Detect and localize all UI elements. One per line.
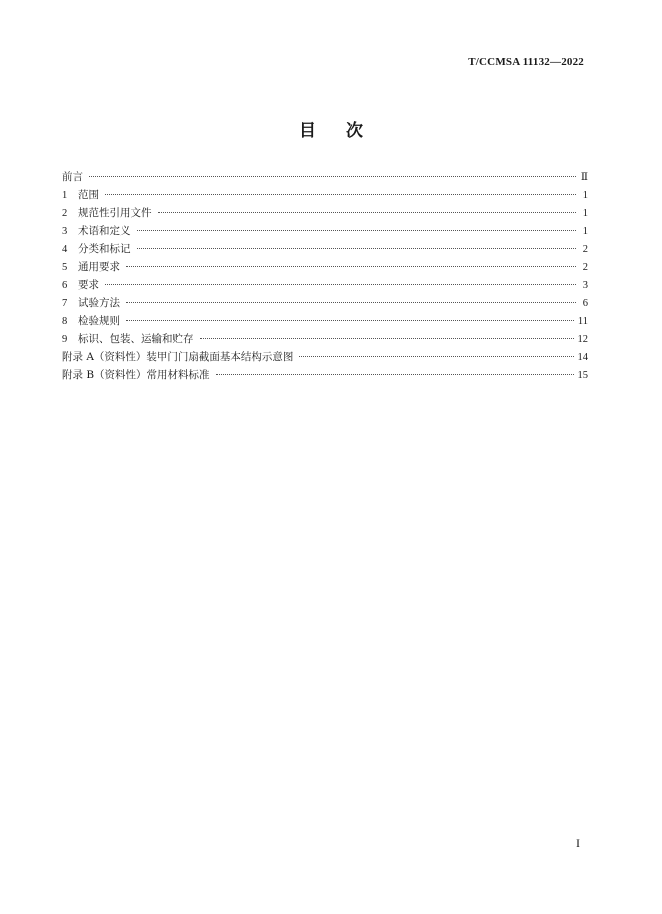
toc-label: 分类和标记 bbox=[78, 243, 131, 255]
table-of-contents bbox=[62, 168, 588, 384]
toc-label: 要求 bbox=[78, 279, 99, 291]
toc-leader bbox=[200, 338, 574, 339]
toc-label: 范围 bbox=[78, 189, 99, 201]
toc-page-number: 2 bbox=[582, 244, 588, 255]
toc-item-6[interactable] bbox=[62, 276, 588, 294]
toc-label: 前言 bbox=[62, 171, 83, 183]
toc-section-number: 2 bbox=[62, 208, 68, 219]
toc-leader bbox=[126, 320, 574, 321]
toc-section-number: 4 bbox=[62, 244, 68, 255]
toc-item-9[interactable] bbox=[62, 330, 588, 348]
toc-item-1[interactable] bbox=[62, 186, 588, 204]
toc-leader bbox=[137, 230, 577, 231]
toc-item-8[interactable] bbox=[62, 312, 588, 330]
toc-item-appendix-b[interactable] bbox=[62, 366, 588, 384]
toc-page-number: 11 bbox=[577, 316, 588, 327]
document-code: T/CCMSA 11132—2022 bbox=[468, 56, 584, 68]
toc-label: 标识、包装、运输和贮存 bbox=[78, 333, 194, 345]
toc-section-number: 3 bbox=[62, 226, 68, 237]
toc-item-2[interactable] bbox=[62, 204, 588, 222]
toc-page-number: 15 bbox=[577, 370, 588, 381]
toc-item-7[interactable] bbox=[62, 294, 588, 312]
toc-leader bbox=[158, 212, 577, 213]
toc-item-appendix-a[interactable] bbox=[62, 348, 588, 366]
toc-item-4[interactable] bbox=[62, 240, 588, 258]
toc-page-number: 2 bbox=[582, 262, 588, 273]
toc-page-number: 1 bbox=[582, 190, 588, 201]
toc-section-number: 7 bbox=[62, 298, 68, 309]
toc-section-number: 6 bbox=[62, 280, 68, 291]
toc-leader bbox=[105, 194, 576, 195]
toc-leader bbox=[89, 176, 576, 177]
toc-page-number: 1 bbox=[582, 226, 588, 237]
toc-section-number: 9 bbox=[62, 334, 68, 345]
toc-leader bbox=[216, 374, 574, 375]
toc-leader bbox=[299, 356, 573, 357]
toc-label: 检验规则 bbox=[78, 315, 120, 327]
toc-item-5[interactable] bbox=[62, 258, 588, 276]
page-title: 目次 bbox=[299, 121, 393, 141]
toc-section-number: 5 bbox=[62, 262, 68, 273]
toc-leader bbox=[126, 266, 576, 267]
toc-leader bbox=[126, 302, 576, 303]
toc-page-number: 6 bbox=[582, 298, 588, 309]
toc-page-number: 1 bbox=[582, 208, 588, 219]
toc-label: 附录 A（资料性）装甲门门扇截面基本结构示意图 bbox=[62, 351, 294, 363]
toc-page-number: 12 bbox=[577, 334, 588, 345]
toc-label: 试验方法 bbox=[78, 297, 120, 309]
toc-item-preface[interactable] bbox=[62, 168, 588, 186]
toc-section-number: 8 bbox=[62, 316, 68, 327]
toc-label: 规范性引用文件 bbox=[78, 207, 152, 219]
page-number: I bbox=[576, 836, 580, 850]
toc-label: 通用要求 bbox=[78, 261, 120, 273]
toc-label: 术语和定义 bbox=[78, 225, 131, 237]
toc-label: 附录 B（资料性）常用材料标准 bbox=[62, 369, 210, 381]
toc-item-3[interactable] bbox=[62, 222, 588, 240]
toc-page-number: 14 bbox=[577, 352, 588, 363]
toc-page-number: 3 bbox=[582, 280, 588, 291]
toc-page-number: Ⅱ bbox=[580, 172, 588, 183]
toc-leader bbox=[105, 284, 576, 285]
toc-section-number: 1 bbox=[62, 190, 68, 201]
toc-leader bbox=[137, 248, 577, 249]
